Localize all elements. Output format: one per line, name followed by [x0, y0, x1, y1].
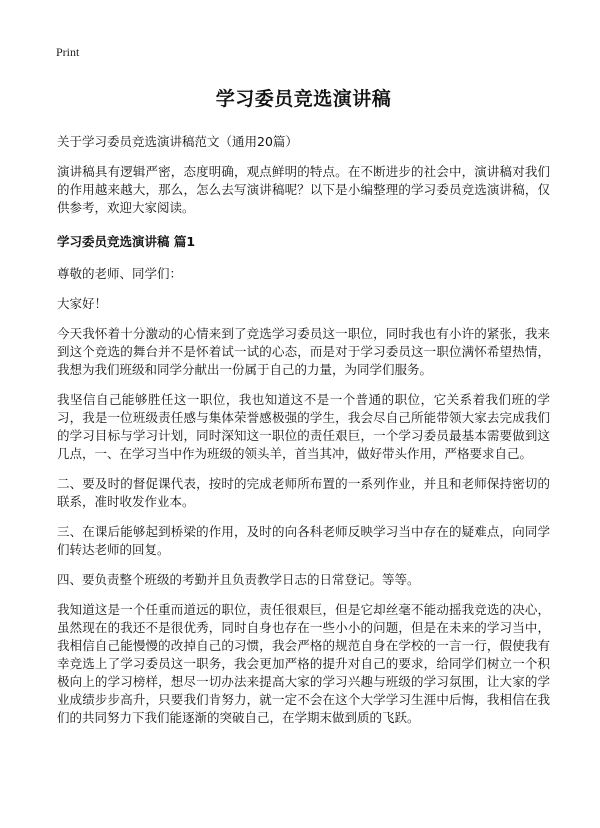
salutation-paragraph: 尊敬的老师、同学们：	[57, 266, 183, 281]
document-title: 学习委员竞选演讲稿	[215, 88, 392, 110]
section-heading: 学习委员竞选演讲稿 篇1	[57, 234, 196, 249]
intro-paragraph: 演讲稿具有逻辑严密，态度明确，观点鲜明的特点。在不断进步的社会中，演讲稿对我们的作用越来越大，那么，怎么去写演讲稿呢？以下是小编整理的学习委员竞选演讲稿，仅供参考，欢迎大家阅读。	[57, 164, 550, 215]
body-paragraph: 三、在课后能够起到桥梁的作用，及时的向各科老师反映学习当中存在的疑难点，向同学们转达老师的回复。	[57, 524, 550, 557]
body-paragraph: 我坚信自己能够胜任这一职位，我也知道这不是一个普通的职位，它关系着我们班的学习，我是一位班级责任感与集体荣誉感极强的学生，我会尽自己所能带领大家去完成我们的学习目标与学习计划，同时深知这一职位的责任艰巨，一个学习委员最基本需要做到这几点，一、在学习当中作为班级的领头羊，首当其冲，做好带头作用，严格要求自己。	[57, 392, 550, 461]
body-paragraph: 我知道这是一个任重而道远的职位，责任很艰巨，但是它却丝毫不能动摇我竞选的决心，虽然现在的我还不是很优秀，同时自身也存在一些小小的问题，但是在未来的学习当中，我相信自己能慢慢的改掉自己的习惯，我会严格的规范自身在学校的一言一行，假使我有幸竞选上了学习委员这一职务，我会更加严格的提升对自己的要求，给同学们树立一个积极向上的学习榜样，想尽一切办法来提高大家的学习兴趣与班级的学习氛围，让大家的学业成绩步步高升，只要我们肯努力，就一定不会在这个大学学习生涯中后悔，我相信在我们的共同努力下我们能逐渐的突破自己，在学期末做到质的飞跃。	[57, 602, 550, 725]
greeting-paragraph: 大家好！	[57, 296, 108, 311]
print-link[interactable]: Print	[56, 45, 80, 59]
body-paragraph: 二、要及时的督促课代表，按时的完成老师所布置的一系列作业，并且和老师保持密切的联系，准时收发作业本。	[57, 476, 550, 509]
body-paragraph: 今天我怀着十分激动的心情来到了竞选学习委员这一职位，同时我也有小许的紧张，我来到这个竞选的舞台并不是怀着试一试的心态，而是对于学习委员这一职位满怀希望热情，我想为我们班级和同学分献出一份属于自己的力量，为同学们服务。	[57, 326, 550, 377]
body-paragraph: 四、要负责整个班级的考勤并且负责教学日志的日常登记。等等。	[57, 572, 420, 587]
document-subtitle: 关于学习委员竞选演讲稿范文（通用20篇）	[57, 134, 298, 149]
